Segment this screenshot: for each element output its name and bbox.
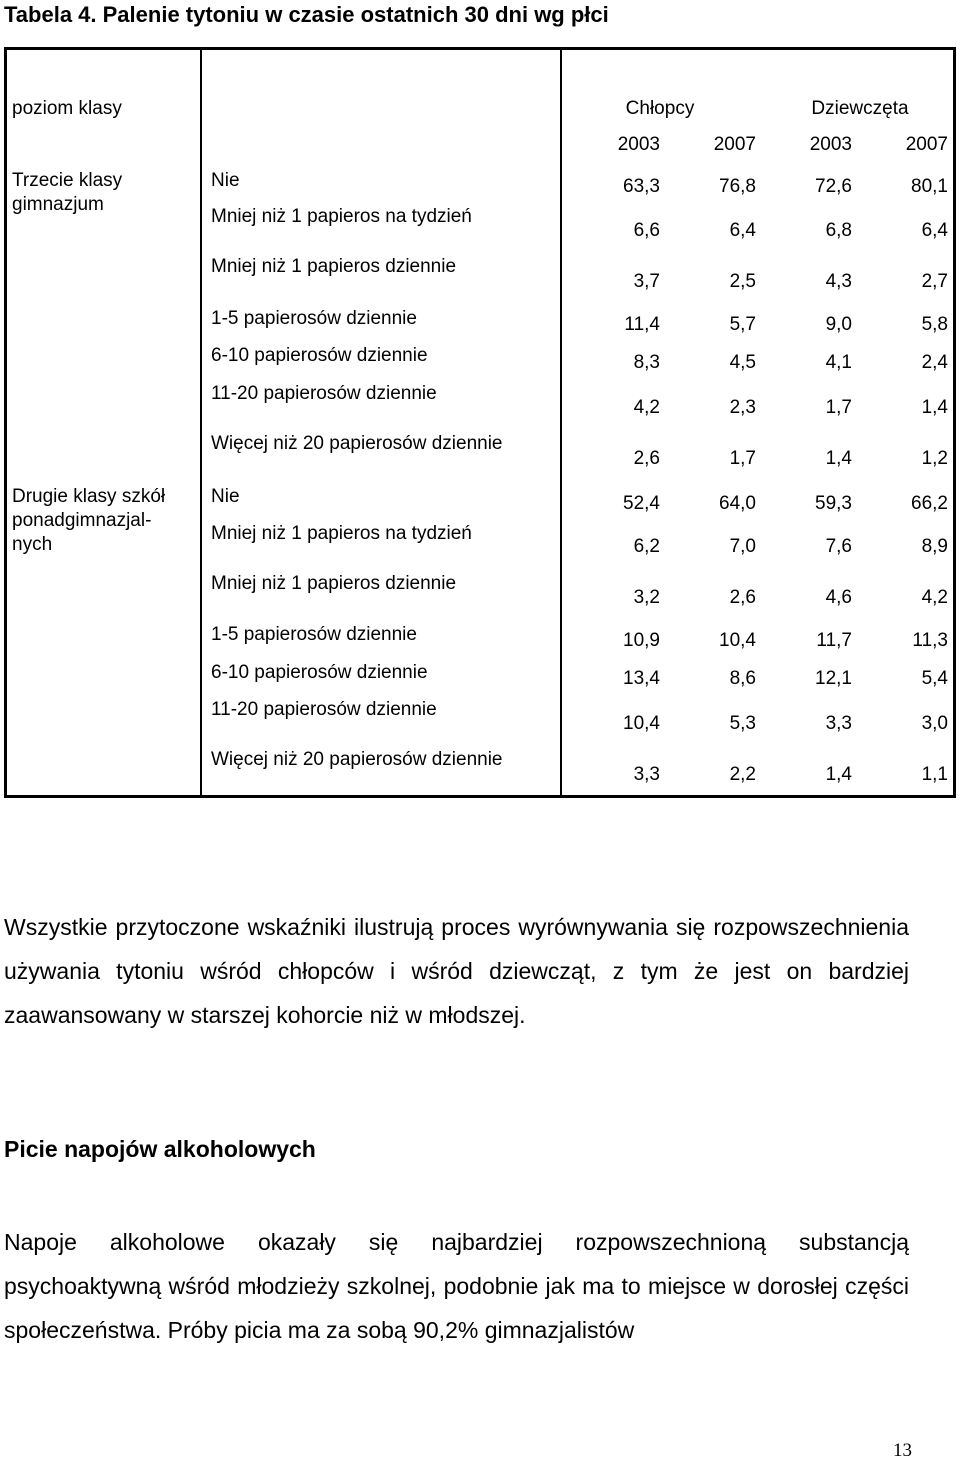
cell-value: 5,8 xyxy=(921,314,948,335)
cell-value: 4,5 xyxy=(729,352,756,373)
header-year: 2003 xyxy=(617,134,660,155)
row-label: 6-10 papierosów dziennie xyxy=(211,662,428,683)
cell-value: 1,4 xyxy=(825,448,852,469)
group-label: gimnazjum xyxy=(12,194,104,215)
cell-value: 1,7 xyxy=(825,397,852,418)
cell-value: 11,3 xyxy=(912,630,948,651)
row-label: 1-5 papierosów dziennie xyxy=(211,624,417,645)
cell-value: 9,0 xyxy=(825,314,852,335)
cell-value: 8,6 xyxy=(729,668,756,689)
col-header-level: poziom klasy xyxy=(12,98,122,119)
row-label: Więcej niż 20 papierosów dziennie xyxy=(211,433,503,454)
row-label: Mniej niż 1 papieros dziennie xyxy=(211,573,457,594)
cell-value: 59,3 xyxy=(815,493,852,514)
paragraph: Napoje alkoholowe okazały się najbardziej rozpowszechnioną substancją psychoaktywną wśród młodzieży szkolnej, podobnie jak ma to miejsce w dorosłej części społeczeństwa. Próby picia ma za sobą 90,2% gimnazjalistów xyxy=(4,1229,909,1343)
cell-value: 2,7 xyxy=(921,271,948,292)
row-label: 11-20 papierosów dziennie xyxy=(211,383,437,404)
table-title: Tabela 4. Palenie tytoniu w czasie ostatnich 30 dni wg płci xyxy=(4,2,609,27)
cell-value: 2,3 xyxy=(729,397,756,418)
cell-value: 64,0 xyxy=(719,493,756,514)
row-label: 1-5 papierosów dziennie xyxy=(211,308,417,329)
row-label: Nie xyxy=(211,170,240,191)
group-label: Drugie klasy szkół xyxy=(12,486,166,507)
row-label: 11-20 papierosów dziennie xyxy=(211,699,437,720)
cell-value: 12,1 xyxy=(815,668,852,689)
cell-value: 4,2 xyxy=(921,587,948,608)
page-number: 13 xyxy=(893,1440,912,1461)
cell-value: 2,4 xyxy=(921,352,948,373)
cell-value: 2,5 xyxy=(729,271,756,292)
group-label: ponadgimnazjal- xyxy=(12,510,152,531)
cell-value: 6,4 xyxy=(729,220,756,241)
cell-value: 4,3 xyxy=(825,271,852,292)
row-label: Więcej niż 20 papierosów dziennie xyxy=(211,749,503,770)
row-label: 6-10 papierosów dziennie xyxy=(211,345,428,366)
cell-value: 10,4 xyxy=(623,713,660,734)
header-year: 2003 xyxy=(809,134,852,155)
group-label: nych xyxy=(12,534,53,555)
cell-value: 1,4 xyxy=(921,397,948,418)
cell-value: 5,7 xyxy=(729,314,756,335)
cell-value: 13,4 xyxy=(623,668,660,689)
cell-value: 2,2 xyxy=(729,764,756,785)
cell-value: 63,3 xyxy=(623,176,660,197)
cell-value: 6,2 xyxy=(633,536,660,557)
cell-value: 2,6 xyxy=(633,448,660,469)
cell-value: 4,6 xyxy=(825,587,852,608)
header-year: 2007 xyxy=(713,134,756,155)
cell-value: 1,7 xyxy=(729,448,756,469)
header-year: 2007 xyxy=(905,134,948,155)
row-label: Nie xyxy=(211,486,240,507)
cell-value: 10,4 xyxy=(719,630,756,651)
cell-value: 3,0 xyxy=(921,713,948,734)
cell-value: 8,3 xyxy=(633,352,660,373)
cell-value: 2,6 xyxy=(729,587,756,608)
cell-value: 7,0 xyxy=(729,536,756,557)
table-divider-1 xyxy=(200,47,202,798)
cell-value: 4,1 xyxy=(825,352,852,373)
cell-value: 76,8 xyxy=(719,176,756,197)
cell-value: 80,1 xyxy=(911,176,948,197)
section-heading: Picie napojów alkoholowych xyxy=(4,1136,316,1162)
cell-value: 1,1 xyxy=(921,764,948,785)
cell-value: 10,9 xyxy=(623,630,660,651)
row-label: Mniej niż 1 papieros dziennie xyxy=(211,256,457,277)
cell-value: 5,4 xyxy=(921,668,948,689)
cell-value: 6,6 xyxy=(633,220,660,241)
row-label: Mniej niż 1 papieros na tydzień xyxy=(211,206,472,227)
cell-value: 8,9 xyxy=(921,536,948,557)
cell-value: 1,4 xyxy=(825,764,852,785)
cell-value: 66,2 xyxy=(911,493,948,514)
header-boys: Chłopcy xyxy=(625,98,695,119)
cell-value: 6,4 xyxy=(921,220,948,241)
cell-value: 52,4 xyxy=(623,493,660,514)
cell-value: 11,4 xyxy=(624,314,660,335)
row-label: Mniej niż 1 papieros na tydzień xyxy=(211,523,472,544)
cell-value: 5,3 xyxy=(729,713,756,734)
cell-value: 7,6 xyxy=(825,536,852,557)
cell-value: 1,2 xyxy=(921,448,948,469)
cell-value: 11,7 xyxy=(816,630,852,651)
cell-value: 3,3 xyxy=(825,713,852,734)
cell-value: 72,6 xyxy=(815,176,852,197)
paragraph: Wszystkie przytoczone wskaźniki ilustrują proces wyrównywania się rozpowszechnienia używania tytoniu wśród chłopców i wśród dziewcząt, z tym że jest on bardziej zaawansowany w starszej kohorcie niż w młodszej. xyxy=(4,914,909,1028)
cell-value: 3,2 xyxy=(633,587,660,608)
cell-value: 6,8 xyxy=(825,220,852,241)
header-girls: Dziewczęta xyxy=(811,98,909,119)
group-label: Trzecie klasy xyxy=(12,170,123,191)
cell-value: 3,3 xyxy=(633,764,660,785)
cell-value: 3,7 xyxy=(633,271,660,292)
cell-value: 4,2 xyxy=(633,397,660,418)
